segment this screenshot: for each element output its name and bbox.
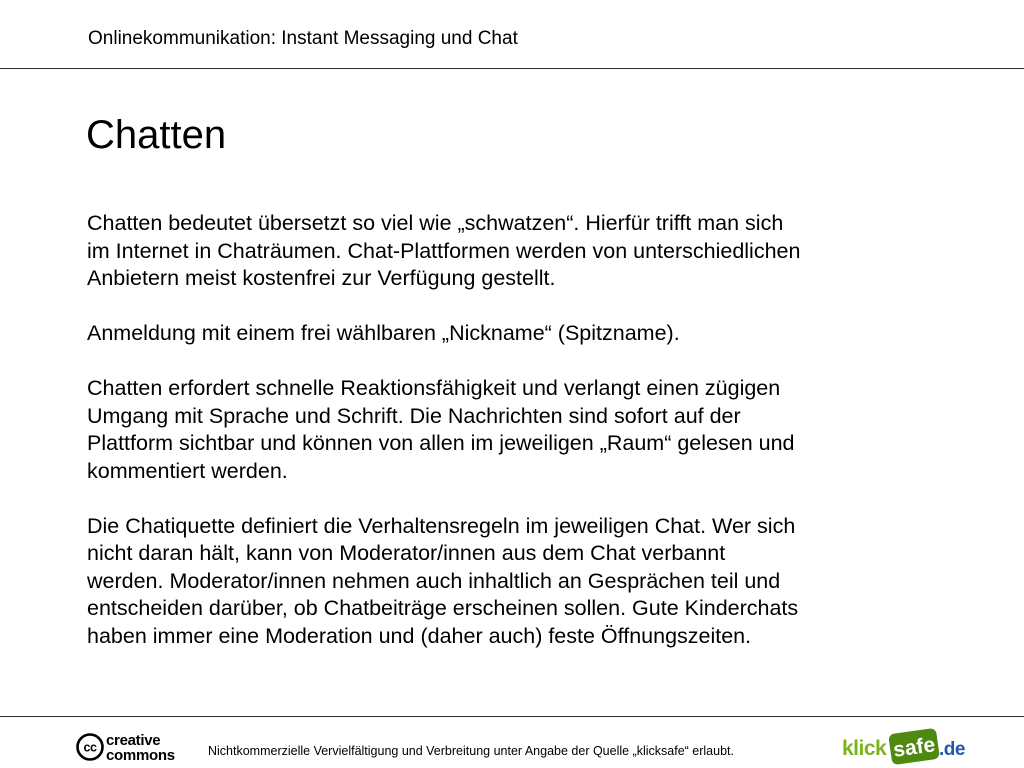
text-line: Umgang mit Sprache und Schrift. Die Nachrichten sind sofort auf der: [87, 403, 741, 428]
text-line: Chatten bedeutet übersetzt so viel wie „schwatzen“. Hierfür trifft man sich: [87, 211, 784, 235]
text-line: Die Chatiquette definiert die Verhaltensregeln im jeweiligen Chat. Wer sich: [87, 513, 796, 538]
slide-header-title: Onlinekommunikation: Instant Messaging und Chat: [88, 28, 518, 49]
text-line: nicht daran hält, kann von Moderator/innen aus dem Chat verbannt: [87, 541, 726, 565]
text-line: werden. Moderator/innen nehmen auch inhaltlich an Gesprächen teil und: [87, 568, 781, 593]
cc-mark: cc: [83, 740, 97, 755]
slide-heading: Chatten: [86, 113, 227, 157]
cc-wordmark-creative: creative: [106, 732, 161, 749]
creative-commons-logo: [76, 731, 200, 763]
paragraph-definition: [87, 210, 967, 293]
klicksafe-wordmark-domain: .de: [939, 739, 965, 760]
slide-body: [87, 210, 967, 650]
text-line: Anbietern meist kostenfrei zur Verfügung gestellt.: [87, 266, 556, 290]
header-divider: [0, 68, 1024, 69]
text-line: entscheiden darüber, ob Chatbeiträge erscheinen sollen. Gute Kinderchats: [87, 596, 799, 620]
paragraph-requirements: [87, 375, 967, 485]
klicksafe-logo: [840, 722, 968, 766]
text-line: Chatten erfordert schnelle Reaktionsfähigkeit und verlangt einen zügigen: [87, 376, 781, 400]
klicksafe-wordmark-klick: klick: [842, 737, 887, 760]
text-line: kommentiert werden.: [87, 458, 288, 483]
footer-divider: [0, 716, 1024, 717]
text-line: im Internet in Chaträumen. Chat-Plattformen werden von unterschiedlichen: [87, 238, 801, 263]
cc-wordmark-commons: commons: [106, 747, 175, 763]
text-line: Plattform sichtbar und können von allen im jeweiligen „Raum“ gelesen und: [87, 431, 795, 455]
text-line: haben immer eine Moderation und (daher auch) feste Öffnungszeiten.: [87, 623, 752, 648]
klicksafe-wordmark-safe: safe: [891, 733, 937, 762]
paragraph-nickname: [87, 320, 967, 348]
license-notice: Nichtkommerzielle Vervielfältigung und Verbreitung unter Angabe der Quelle „klicksafe“ erlaubt.: [208, 744, 734, 758]
paragraph-chatiquette: [87, 513, 967, 651]
text-line: Anmeldung mit einem frei wählbaren „Nickname“ (Spitzname).: [87, 321, 680, 345]
